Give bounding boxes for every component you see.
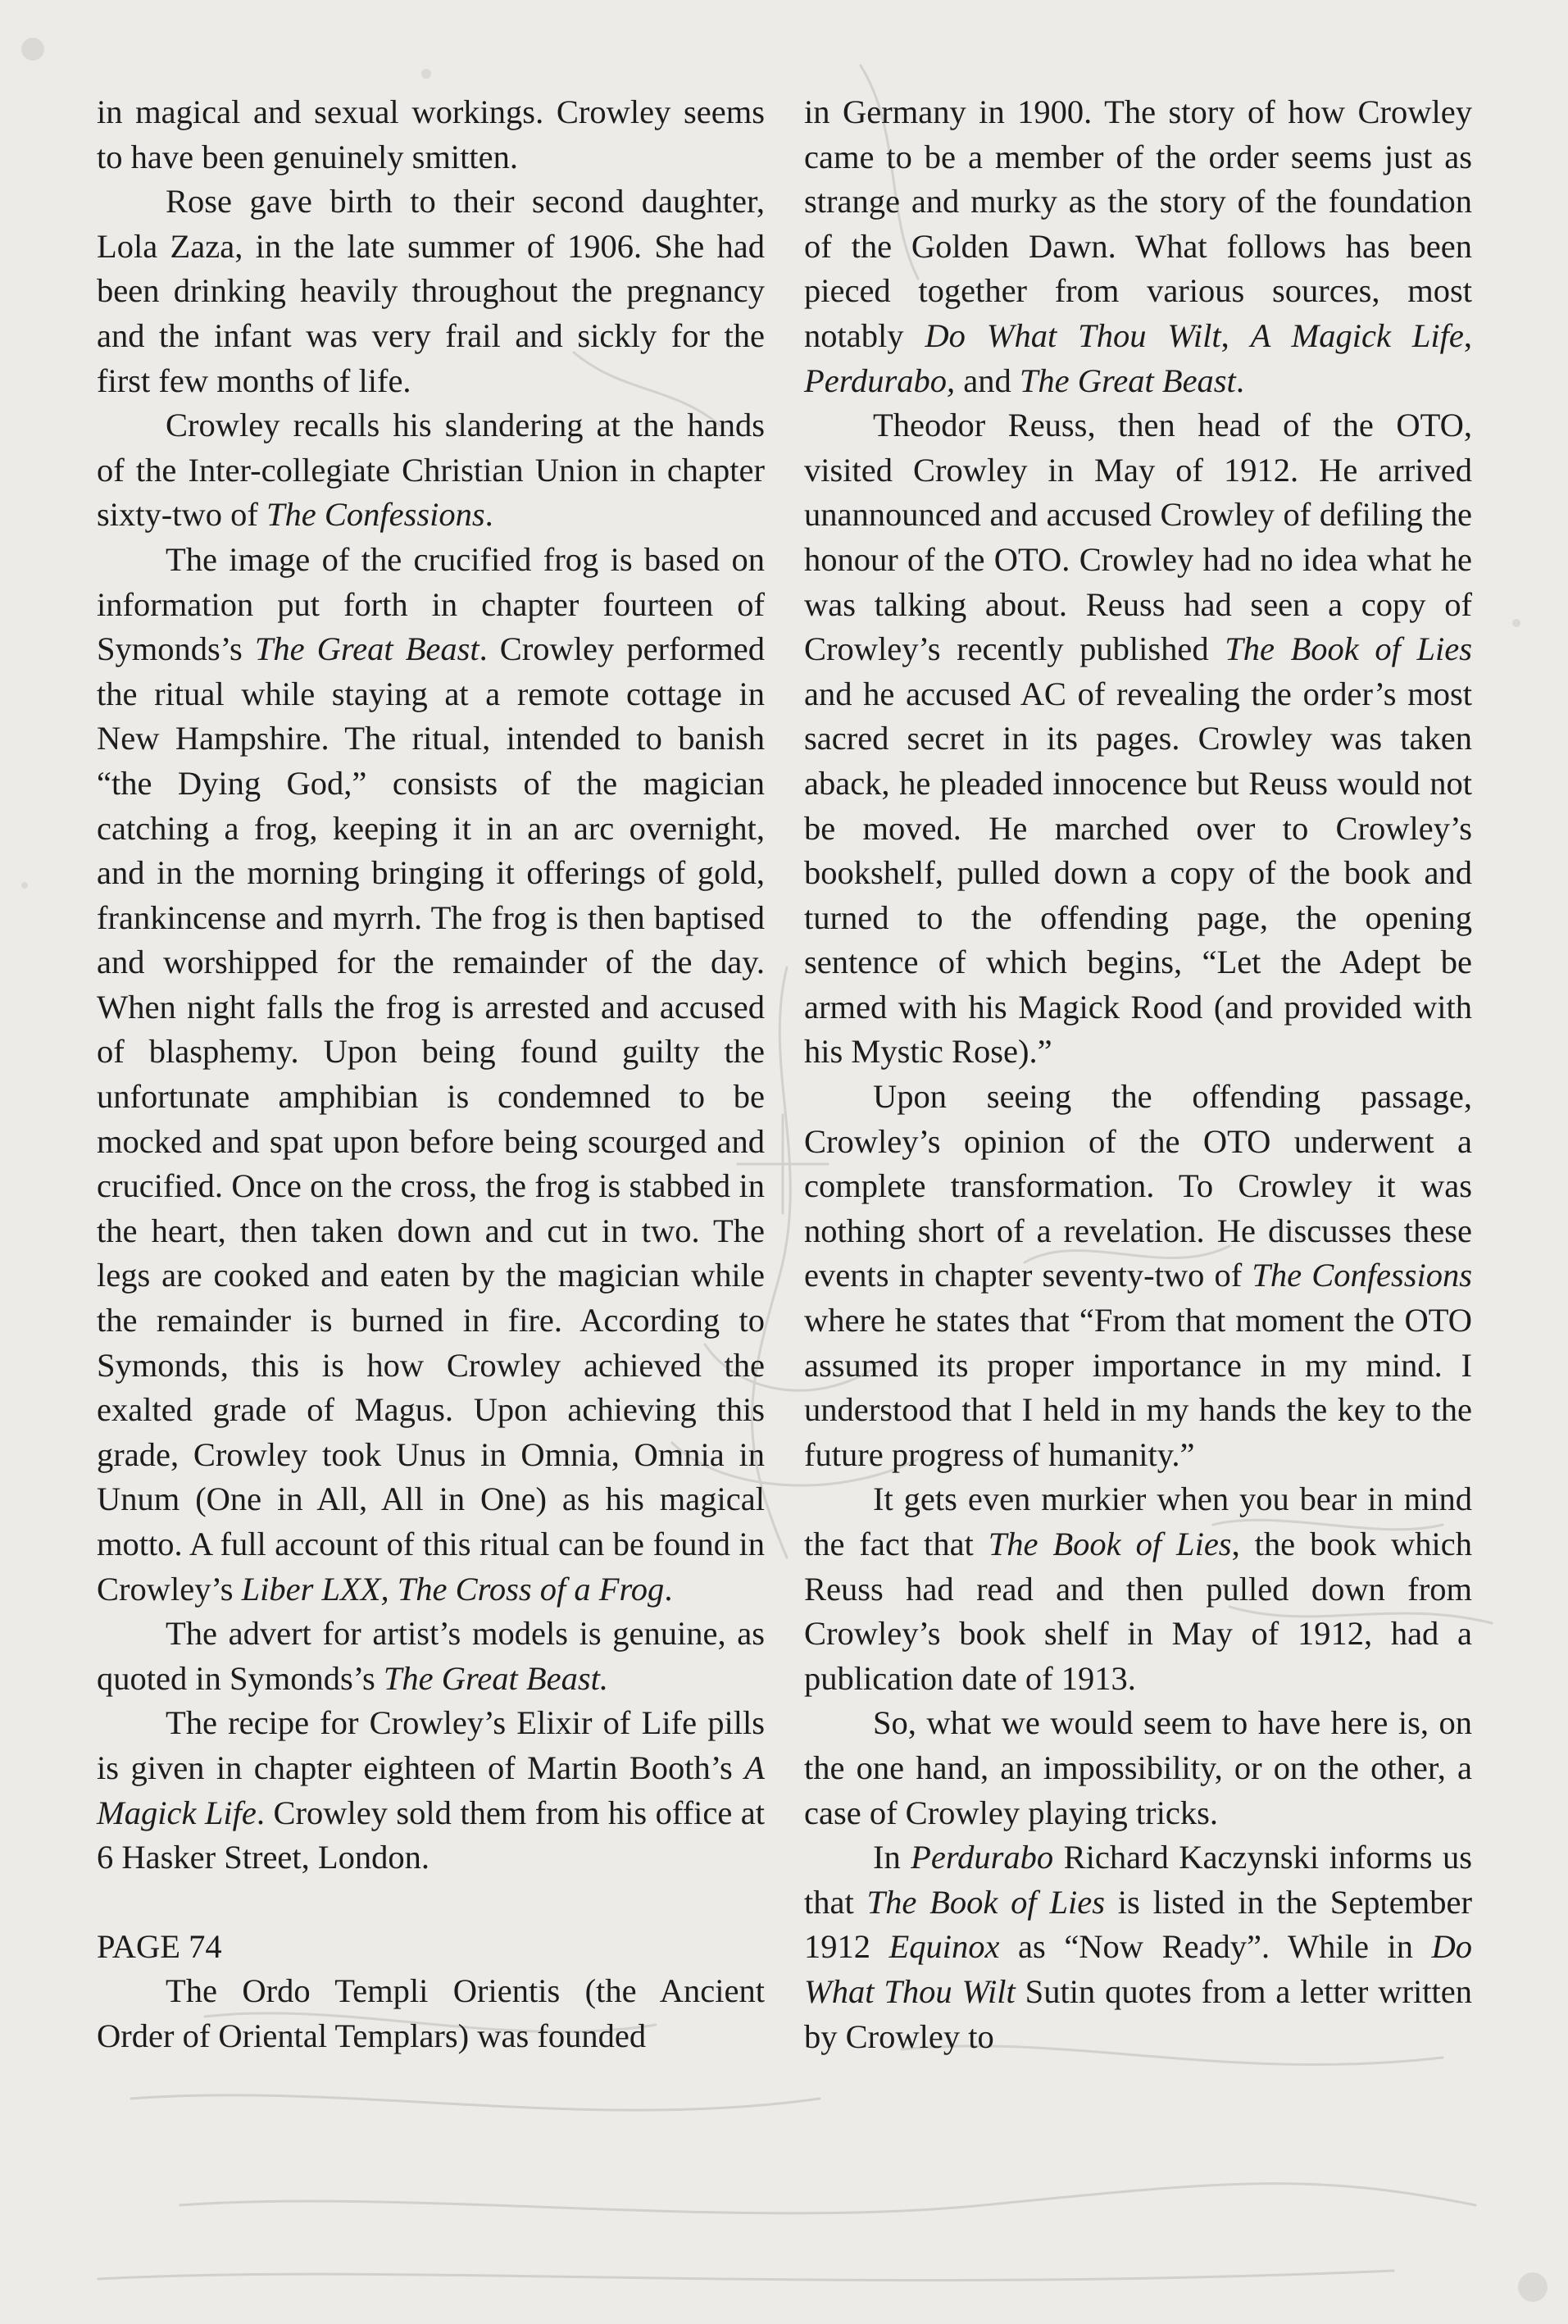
paragraph: Crowley recalls his slandering at the hands of the Inter-collegiate Christian Union in chapter sixty-two of The Confessions. [97, 407, 765, 534]
paragraph: Rose gave birth to their second daughter, Lola Zaza, in the late summer of 1906. She had been drinking heavily throughout the pregnancy and the infant was very frail and sickly for the first few months of life. [97, 183, 765, 399]
paragraph: in Germany in 1900. The story of how Crowley came to be a member of the order seems just as strange and murky as the story of the foundation of the Golden Dawn. What follows has been pieced together from various sources, most notably Do What Thou Wilt, A Magick Life, Perdurabo, and The Great Beast. [804, 93, 1473, 399]
paragraph: The image of the crucified frog is based on information put forth in chapter fourteen of Symonds’s The Great Beast. Crowley performed the ritual while staying at a remote cottage in New Hampshire. The ritual, intended to banish “the Dying God,” consists of the magician catching a frog, keeping it in an arc overnight, and in the morning bringing it offerings of gold, frankincense and myrrh. The frog is then baptised and worshipped for the remainder of the day. When night falls the frog is arrested and accused of blasphemy. Upon being found guilty the unfortunate amphibian is condemned to be mocked and spat upon before being scourged and crucified. Once on the cross, the frog is stabbed in the heart, then taken down and cut in two. The legs are cooked and eaten by the magician while the remainder is burned in fire. According to Symonds, this is how Crowley achieved the exalted grade of Magus. Upon achieving this grade, Crowley took Unus in Omnia, Omnia in Unum (One in All, All in One) as his magical motto. A full account of this ritual can be found in Crowley’s Liber LXX, The Cross of a Frog. [97, 540, 765, 1608]
paragraph: The recipe for Crowley’s Elixir of Life pills is given in chapter eighteen of Martin Booth’s A Magick Life. Crowley sold them from his office at 6 Hasker Street, London. [97, 1704, 765, 1876]
page-heading: PAGE 74 [97, 1927, 222, 1965]
paragraph: The Ordo Templi Orientis (the Ancient Order of Oriental Templars) was founded [97, 1972, 765, 2054]
left-text-column [97, 90, 765, 2059]
paragraph: It gets even murkier when you bear in mind the fact that The Book of Lies, the book which Reuss had read and then pulled down from Crowley’s book shelf in May of 1912, had a publication date of 1913. [804, 1480, 1472, 1697]
paragraph: Theodor Reuss, then head of the OTO, visited Crowley in May of 1912. He arrived unannounced and accused Crowley of defiling the honour of the OTO. Crowley had no idea what he was talking about. Reuss had seen a copy of Crowley’s recently published The Book of Lies and he accused AC of revealing the order’s most sacred secret in its pages. Crowley was taken aback, he pleaded innocence but Reuss would not be moved. He marched over to Crowley’s bookshelf, pulled down a copy of the book and turned to the offending page, the opening sentence of which begins, “Let the Adept be armed with his Magick Rood (and provided with his Mystic Rose).” [804, 407, 1473, 1071]
paragraph: in magical and sexual workings. Crowley seems to have been genuinely smitten. [97, 93, 765, 175]
paragraph: So, what we would seem to have here is, on the one hand, an impossibility, or on the other, a case of Crowley playing tricks. [804, 1704, 1472, 1831]
paragraph: In Perdurabo Richard Kaczynski informs us that The Book of Lies is listed in the September 1912 Equinox as “Now Ready”. While in Do What Thou Wilt Sutin quotes from a letter written by Crowley to [804, 1839, 1472, 2055]
right-text-column [804, 90, 1472, 2059]
paragraph: Upon seeing the offending passage, Crowley’s opinion of the OTO underwent a complete transformation. To Crowley it was nothing short of a revelation. He discusses these events in chapter seventy-two of The Confessions where he states that “From that moment the OTO assumed its proper importance in my mind. I understood that I held in my hands the key to the future progress of humanity.” [804, 1078, 1472, 1473]
paragraph: The advert for artist’s models is genuine, as quoted in Symonds’s The Great Beast. [97, 1615, 765, 1697]
